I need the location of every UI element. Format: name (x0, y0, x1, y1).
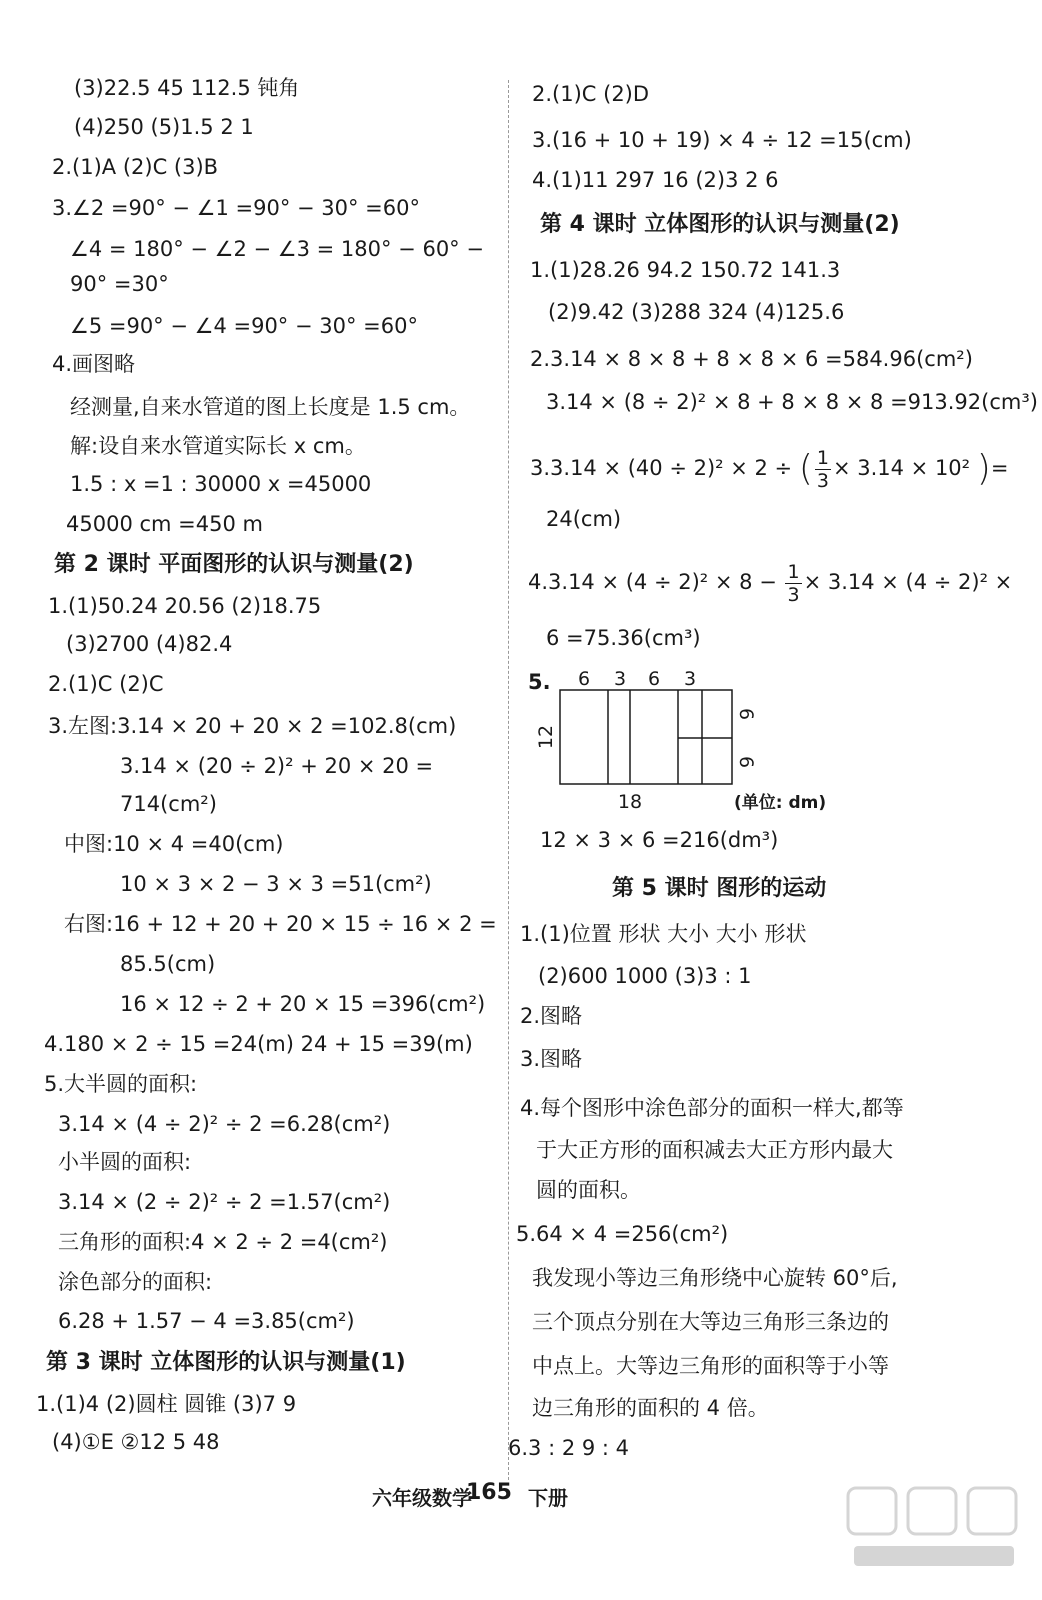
answer-line: 1.(1)位置 形状 大小 大小 形状 (520, 922, 807, 946)
section-heading: 第 5 课时 图形的运动 (612, 876, 827, 901)
fraction-one-third (815, 447, 831, 492)
section-heading: 第 4 课时 立体图形的认识与测量(2) (540, 212, 900, 237)
top-dimension-label: 6 (647, 668, 661, 690)
answer-line: 2.(1)A (2)C (3)B (52, 155, 219, 179)
expr-part: 4.3.14 × (4 ÷ 2)² × 8 − (528, 570, 784, 594)
answer-line: 4.画图略 (52, 352, 136, 376)
answer-line: 3.(16 + 10 + 19) × 4 ÷ 12 =15(cm) (532, 128, 912, 152)
answer-line: 4.每个图形中涂色部分的面积一样大,都等 (520, 1096, 904, 1120)
paren-open: ( (798, 448, 813, 489)
fraction-numerator: 1 (787, 560, 800, 583)
answer-line: 3.14 × (20 ÷ 2)² + 20 × 20 = (120, 754, 434, 778)
answer-line: (3)2700 (4)82.4 (66, 632, 233, 656)
bottom-dimension-label: 18 (617, 791, 643, 813)
answer-line: 1.5 : x =1 : 30000 x =45000 (70, 472, 372, 496)
footer-grade: 六年级数学 (372, 1486, 472, 1510)
answer-line: 2.(1)C (2)D (532, 82, 650, 106)
answer-line: 我发现小等边三角形绕中心旋转 60°后, (532, 1266, 898, 1290)
answer-line: 经测量,自来水管道的图上长度是 1.5 cm。 (70, 395, 471, 419)
answer-line: 1.(1)28.26 94.2 150.72 141.3 (530, 258, 841, 282)
answer-line: (4)250 (5)1.5 2 1 (74, 115, 254, 139)
answer-line: 1.(1)50.24 20.56 (2)18.75 (48, 594, 322, 618)
section-heading: 第 2 课时 平面图形的认识与测量(2) (54, 552, 414, 577)
answer-line: 85.5(cm) (120, 952, 216, 976)
answer-line: 3.14 × (4 ÷ 2)² ÷ 2 =6.28(cm²) (58, 1112, 391, 1136)
net-outline (560, 690, 732, 784)
answer-line: 5.大半圆的面积: (44, 1072, 198, 1096)
answer-line: 6.3 : 2 9 : 4 (508, 1436, 630, 1460)
expr-part: × 3.14 × (4 ÷ 2)² × (803, 570, 1013, 594)
fraction-numerator: 1 (816, 446, 829, 469)
cuboid-net-diagram (532, 666, 862, 816)
answer-line: 714(cm²) (120, 792, 217, 816)
answer-line: 圆的面积。 (536, 1178, 641, 1202)
answer-line: 4.180 × 2 ÷ 15 =24(m) 24 + 15 =39(m) (44, 1032, 473, 1056)
answer-line: 小半圆的面积: (58, 1150, 192, 1174)
answer-line: 10 × 3 × 2 − 3 × 3 =51(cm²) (120, 872, 432, 896)
answer-line: 4.(1)11 297 16 (2)3 2 6 (532, 168, 779, 192)
answer-line: 5.64 × 4 =256(cm²) (516, 1222, 729, 1246)
answer-line: 1.(1)4 (2)圆柱 圆锥 (3)7 9 (36, 1392, 297, 1416)
answer-line: (4)①E ②12 5 48 (52, 1430, 220, 1454)
answer-line: 3.左图:3.14 × 20 + 20 × 2 =102.8(cm) (48, 714, 457, 738)
answer-line: 边三角形的面积的 4 倍。 (532, 1396, 769, 1420)
expr-part: × 3.14 × 10² (832, 456, 977, 480)
answer-line: 中图:10 × 4 =40(cm) (64, 832, 284, 856)
expr-part: 3.3.14 × (40 ÷ 2)² × 2 ÷ (530, 456, 799, 480)
watermark-logo (838, 1484, 1028, 1574)
answer-line: 5. (528, 670, 551, 694)
column-divider (508, 80, 509, 1480)
answer-line: 2.3.14 × 8 × 8 + 8 × 8 × 6 =584.96(cm²) (530, 347, 973, 371)
answer-line: 右图:16 + 12 + 20 + 20 × 15 ÷ 16 × 2 = (64, 912, 497, 936)
answer-line: 三个顶点分别在大等边三角形三条边的 (532, 1310, 889, 1334)
footer-volume: 下册 (528, 1486, 568, 1510)
answer-line: 3.∠2 =90° − ∠1 =90° − 30° =60° (52, 196, 421, 220)
top-dimension-label: 3 (683, 668, 697, 690)
answer-line: 三角形的面积:4 × 2 ÷ 2 =4(cm²) (58, 1230, 388, 1254)
answer-line: 12 × 3 × 6 =216(dm³) (540, 828, 779, 852)
paren-close: ) (976, 448, 991, 489)
top-dimension-label: 6 (577, 668, 591, 690)
answer-line: (2)9.42 (3)288 324 (4)125.6 (548, 300, 845, 324)
right-dimension-label: 6 (735, 755, 757, 769)
answer-line: (3)22.5 45 112.5 钝角 (74, 76, 300, 100)
unit-label: (单位: dm) (734, 793, 827, 813)
fraction-one-third (785, 561, 801, 606)
answer-line: 45000 cm =450 m (66, 512, 263, 536)
answer-line-fraction (528, 560, 1012, 604)
page-number: 165 (466, 1480, 512, 1505)
answer-line: ∠5 =90° − ∠4 =90° − 30° =60° (70, 314, 418, 338)
answer-line: 90° =30° (70, 272, 169, 296)
top-dimension-label: 3 (613, 668, 627, 690)
answer-line: 3.图略 (520, 1047, 583, 1071)
answer-line: 16 × 12 ÷ 2 + 20 × 15 =396(cm²) (120, 992, 486, 1016)
answer-line: 24(cm) (546, 507, 622, 531)
answer-line: 2.(1)C (2)C (48, 672, 164, 696)
answer-line: 3.14 × (8 ÷ 2)² × 8 + 8 × 8 × 8 =913.92(cm³) (546, 390, 1038, 414)
section-heading: 第 3 课时 立体图形的认识与测量(1) (46, 1350, 406, 1375)
left-dimension-label: 12 (535, 724, 557, 750)
expr-part: = (990, 456, 1009, 480)
fraction-denominator: 3 (787, 583, 800, 606)
answer-line: 涂色部分的面积: (58, 1270, 213, 1294)
answer-line: 6 =75.36(cm³) (546, 626, 701, 650)
answer-line: ∠4 = 180° − ∠2 − ∠3 = 180° − 60° − (70, 237, 484, 261)
answer-line: 3.14 × (2 ÷ 2)² ÷ 2 =1.57(cm²) (58, 1190, 391, 1214)
answer-line: 于大正方形的面积减去大正方形内最大 (536, 1138, 893, 1162)
fraction-denominator: 3 (816, 469, 829, 492)
answer-line: (2)600 1000 (3)3 : 1 (538, 964, 752, 988)
answer-line: 2.图略 (520, 1004, 583, 1028)
answer-line-fraction (530, 446, 1008, 490)
answer-line: 解:设自来水管道实际长 x cm。 (70, 434, 366, 458)
right-dimension-label: 6 (735, 707, 757, 721)
answer-line: 6.28 + 1.57 − 4 =3.85(cm²) (58, 1309, 355, 1333)
answer-line: 中点上。大等边三角形的面积等于小等 (532, 1354, 889, 1378)
